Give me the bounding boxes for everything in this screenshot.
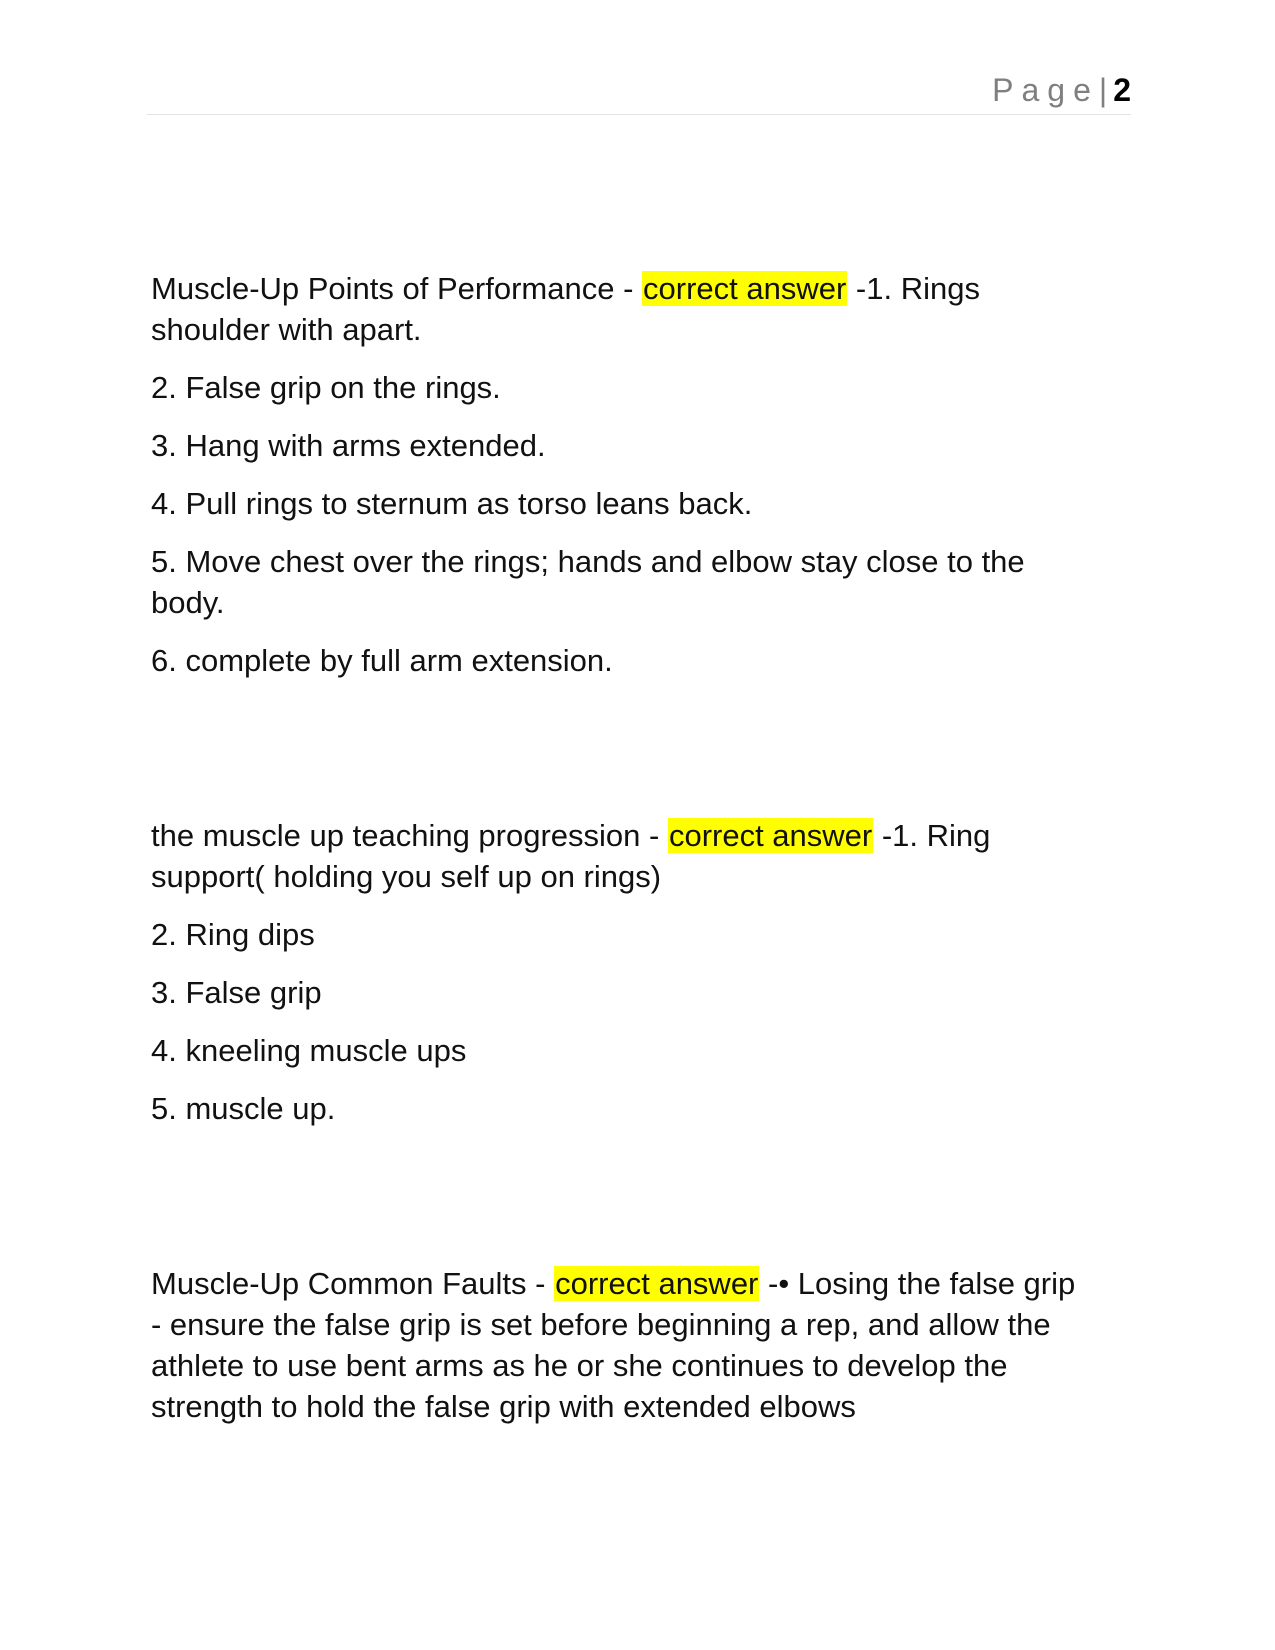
answer-text: -1. Rings shoulder with apart. (151, 271, 980, 347)
list-item: 5. muscle up. (151, 1091, 336, 1126)
correct-answer-highlight: correct answer (643, 271, 847, 306)
page-separator: | (1098, 72, 1108, 108)
list-item: 2. Ring dips (151, 917, 315, 952)
list-item: 6. complete by full arm extension. (151, 643, 613, 678)
flashcard-question (151, 815, 1091, 897)
section-spacer (151, 698, 1091, 815)
answer-text: -1. Ring support( holding you self up on rings) (151, 818, 991, 894)
correct-answer-highlight: correct answer (668, 818, 873, 853)
list-item: 3. False grip (151, 975, 322, 1010)
correct-answer-highlight: correct answer (555, 1266, 759, 1301)
list-item: 4. kneeling muscle ups (151, 1033, 467, 1068)
flashcard-points-of-performance (151, 268, 1091, 681)
answer-text: -• Losing the false grip - ensure the false grip is set before beginning a rep, and allow the athlete to use bent arms as he or she continues to develop the strength to hold the false grip with extended elbows (151, 1266, 1076, 1424)
flashcard-teaching-progression (151, 815, 1091, 1129)
list-item: 5. Move chest over the rings; hands and elbow stay close to the body. (151, 544, 1025, 620)
page-header (147, 70, 1131, 115)
page-word: Page (992, 72, 1099, 108)
list-item: 2. False grip on the rings. (151, 370, 501, 405)
question-text: Muscle-Up Common Faults - (151, 1266, 555, 1301)
page-number: 2 (1113, 72, 1131, 108)
flashcard-question (151, 1263, 1091, 1427)
page-number-label (992, 72, 1131, 108)
list-item: 4. Pull rings to sternum as torso leans back. (151, 486, 753, 521)
flashcard-common-faults (151, 1263, 1091, 1427)
question-text: the muscle up teaching progression - (151, 818, 668, 853)
document-body (151, 268, 1091, 1444)
flashcard-question (151, 268, 1091, 350)
section-spacer (151, 1146, 1091, 1263)
question-text: Muscle-Up Points of Performance - (151, 271, 643, 306)
list-item: 3. Hang with arms extended. (151, 428, 546, 463)
